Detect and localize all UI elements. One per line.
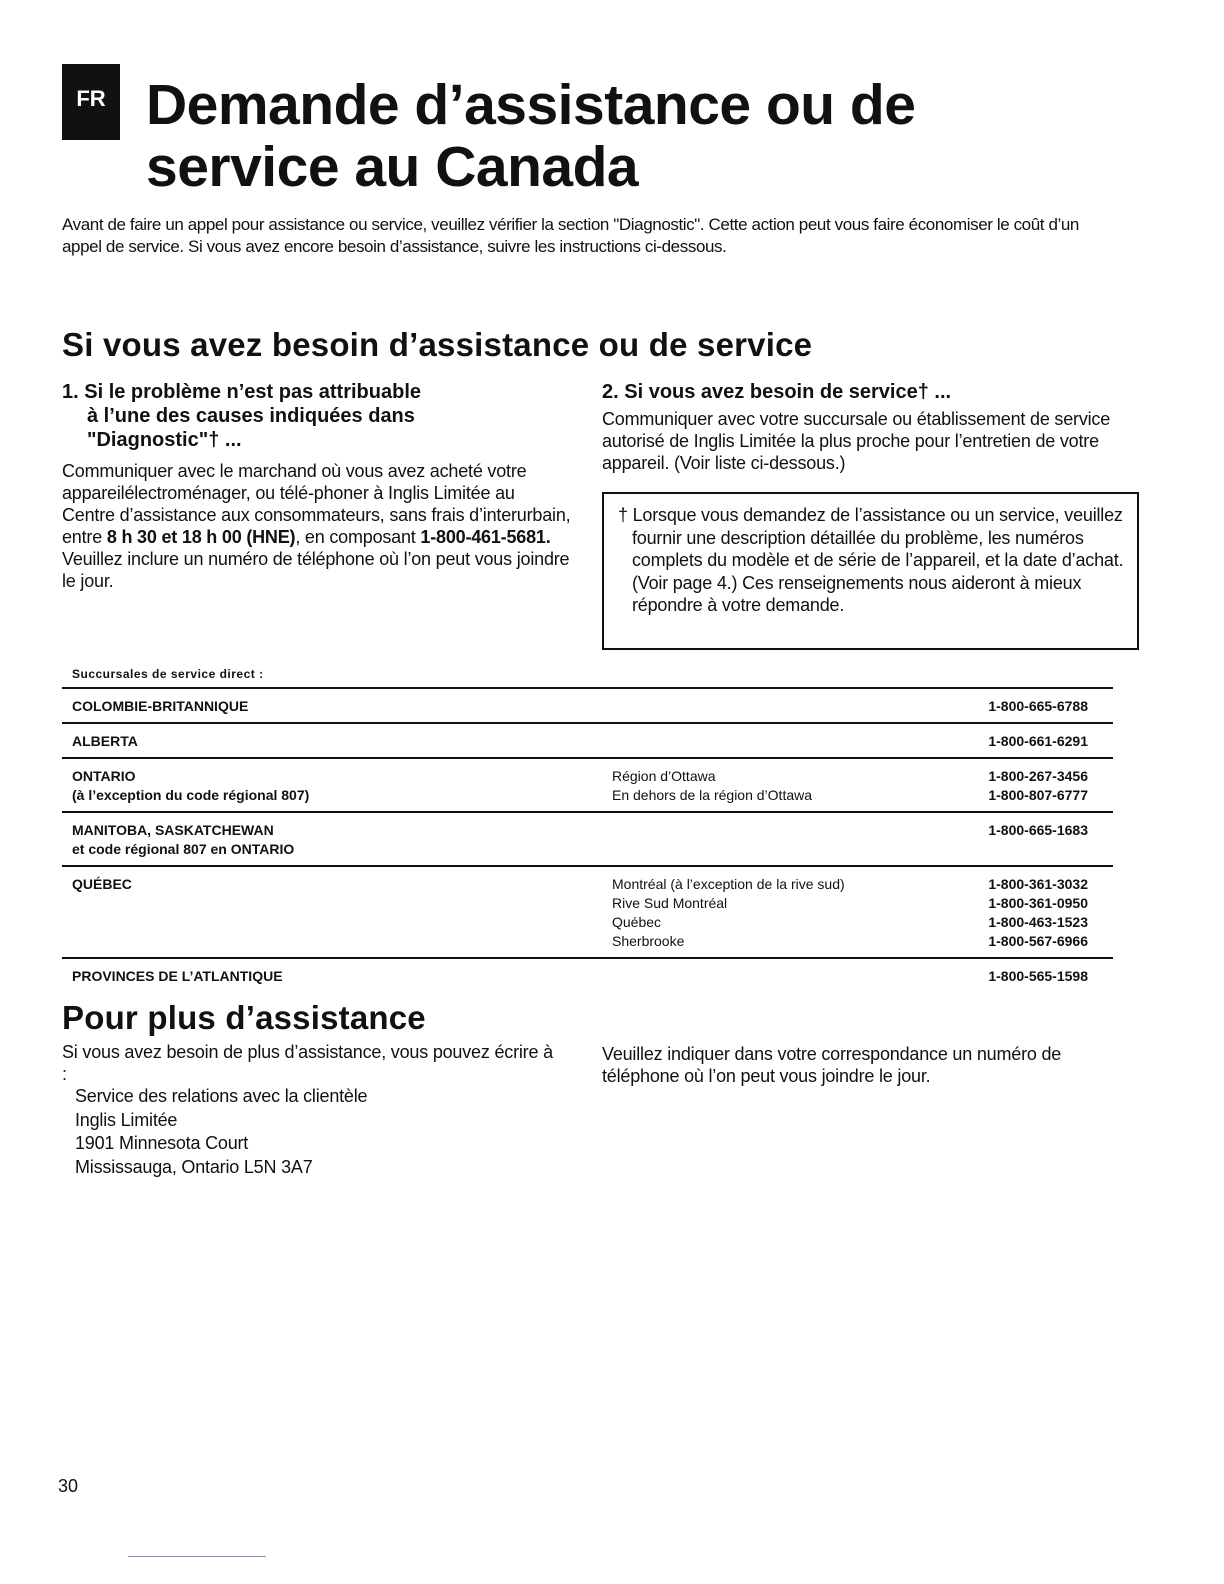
region-cell (602, 688, 972, 723)
write-intro: Si vous avez besoin de plus d’assistance, vous pouvez écrire à : (62, 1042, 553, 1084)
region-name: Montréal (à l’exception de la rive sud) (612, 876, 845, 892)
province-cell (62, 688, 602, 723)
region-name (612, 967, 972, 986)
item-2-heading: 2. Si vous avez besoin de service† ... (602, 381, 952, 403)
page-title-line-1: Demande d’assistance ou de (146, 73, 916, 137)
region-name: Québec (612, 914, 662, 930)
region-cell (602, 723, 972, 758)
phone-cell (972, 812, 1113, 866)
region-name (612, 732, 972, 751)
province-cell (62, 958, 602, 992)
province-cell (62, 723, 602, 758)
table-row (62, 812, 1113, 866)
phone-number: 1-800-807-6777 (988, 787, 1088, 803)
phone-number: 1-800-665-1683 (988, 822, 1088, 838)
phone-number: 1-800-267-3456 (988, 768, 1088, 784)
phone-number: 1-800-565-1598 (988, 968, 1088, 984)
section-heading-more-assistance: Pour plus d’assistance (62, 999, 426, 1036)
province-name: PROVINCES DE L’ATLANTIQUE (72, 968, 283, 984)
item-1-body-text-c: Veuillez inclure un numéro de téléphone où l’on peut vous joindre le jour. (62, 549, 570, 591)
table-row (62, 688, 1113, 723)
phone-number: 1-800-463-1523 (988, 914, 1088, 930)
business-hours: 8 h 30 et 18 h 00 (HNE) (106, 527, 296, 547)
region-name: Région d’Ottawa (612, 768, 716, 784)
item-1-heading (62, 380, 562, 452)
region-cell (602, 958, 972, 992)
address-line: 1901 Minnesota Court (75, 1133, 249, 1153)
province-note: (à l’exception du code régional 807) (72, 787, 310, 803)
province-note: et code régional 807 en ONTARIO (72, 841, 295, 857)
region-name: Rive Sud Montréal (612, 895, 728, 911)
region-name: Sherbrooke (612, 933, 685, 949)
region-name: En dehors de la région d’Ottawa (612, 787, 813, 803)
phone-cell (972, 958, 1113, 992)
item-1-heading-line-2: à l’une des causes indiquées dans (87, 405, 415, 427)
province-cell (62, 758, 602, 812)
region-cell (602, 866, 972, 958)
language-badge: FR (62, 64, 120, 140)
phone-cell (972, 688, 1113, 723)
more-assistance-left (62, 1041, 562, 1179)
page-title (146, 74, 1146, 198)
section-heading-assistance: Si vous avez besoin d’assistance ou de service (62, 326, 813, 363)
region-name (612, 697, 972, 716)
phone-number: 1-800-361-0950 (988, 895, 1088, 911)
address-line: Service des relations avec la clientèle (75, 1086, 368, 1106)
table-row (62, 958, 1113, 992)
more-assistance-right: Veuillez indiquer dans votre correspondance un numéro de téléphone où l’on peut vous joindre le jour. (602, 1044, 1062, 1086)
item-1-body-text-a: Communiquer avec le marchand où vous avez acheté votre appareilélectroménager, ou télé-phoner à Inglis Limitée au Centre d’assistance aux consommateurs, sans frais d’interurbain, entre (62, 461, 571, 547)
item-1-body-text-b: , en composant (295, 527, 421, 547)
address-line: Mississauga, Ontario L5N 3A7 (75, 1156, 313, 1177)
table-row (62, 758, 1113, 812)
item-1-heading-line-1: 1. Si le problème n’est pas attribuable (62, 381, 421, 403)
service-branches-table (62, 687, 1113, 992)
phone-cell (972, 866, 1113, 958)
consumer-center-phone: 1-800-461-5681. (420, 527, 551, 547)
table-row (62, 723, 1113, 758)
page-title-line-2: service au Canada (146, 135, 639, 199)
phone-cell (972, 723, 1113, 758)
phone-number: 1-800-567-6966 (988, 933, 1088, 949)
region-name (612, 821, 972, 840)
phone-number: 1-800-661-6291 (988, 733, 1088, 749)
table-caption: Succursales de service direct : (72, 667, 264, 681)
province-name: ALBERTA (72, 733, 138, 749)
province-name: COLOMBIE-BRITANNIQUE (72, 698, 249, 714)
page-number: 30 (58, 1476, 79, 1496)
phone-cell (972, 758, 1113, 812)
region-cell (602, 812, 972, 866)
phone-number: 1-800-361-3032 (988, 876, 1088, 892)
region-cell (602, 758, 972, 812)
item-1-body (62, 460, 572, 592)
province-name: MANITOBA, SASKATCHEWAN (72, 822, 274, 838)
province-cell (62, 866, 602, 958)
province-name: ONTARIO (72, 768, 136, 784)
footnote-text: † Lorsque vous demandez de l’assistance ou un service, veuillez fournir une description détaillée du problème, les numéros complets du modèle et de série de l’appareil, et la date d’achat. (Voir page 4.) Ces renseignements nous aideront à mieux répondre à votre demande. (618, 505, 1124, 615)
item-2-body: Communiquer avec votre succursale ou établissement de service autorisé de Inglis Limitée la plus proche pour l’entretien de votre appareil. (Voir liste ci-dessous.) (602, 409, 1111, 473)
table-row (62, 866, 1113, 958)
province-cell (62, 812, 602, 866)
province-name: QUÉBEC (72, 876, 132, 892)
footer-rule (128, 1556, 266, 1557)
intro-paragraph: Avant de faire un appel pour assistance ou service, veuillez vérifier la section "Diagnostic". Cette action peut vous faire économiser le coût d’un appel de service. Si vous avez encore besoin d’assistance, suivre les instructions ci-dessous. (62, 215, 1079, 256)
address-line: Inglis Limitée (75, 1109, 178, 1130)
footnote-box (602, 492, 1139, 650)
item-1-heading-line-3: "Diagnostic"† ... (87, 429, 242, 451)
phone-number: 1-800-665-6788 (988, 698, 1088, 714)
